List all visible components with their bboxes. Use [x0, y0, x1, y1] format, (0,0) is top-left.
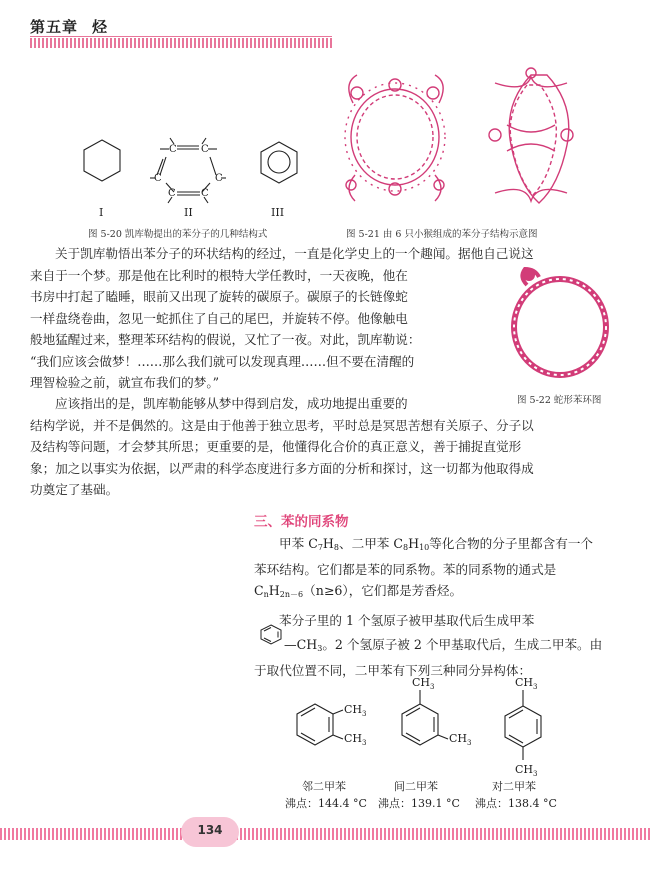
methyl-label: $CH_3$	[515, 763, 538, 778]
figure-5-21-monkey-rings	[335, 65, 630, 215]
methyl-label: $CH_3$	[515, 676, 538, 691]
text-line: 般地猛醒过来，整理苯环结构的假说，又忙了一夜。对此，凯库勒说：	[30, 332, 421, 347]
meta-xylene-ring	[402, 704, 438, 745]
carbon-label: C	[154, 173, 162, 184]
xylene-isomer-structures	[280, 672, 580, 782]
figure-5-22-caption: 图 5-22 蛇形苯环图	[517, 395, 602, 406]
section-title: 三、苯的同系物	[254, 514, 349, 530]
text-line: “我们应该会做梦！……那么我们就可以发现真理……但不要在清醒的	[30, 353, 415, 369]
chapter-number: 第五章	[30, 18, 79, 36]
carbon-label: C	[201, 144, 209, 155]
text-line: 来自于一个梦。那是他在比利时的根特大学任教时，一天夜晚，他在	[30, 267, 408, 283]
para-xylene-name: 对二甲苯	[492, 780, 536, 793]
figure-5-20-caption: 图 5-20 凯库勒提出的苯分子的几种结构式	[88, 229, 268, 240]
structure-label-3: III	[271, 206, 285, 219]
structure-label-2: II	[184, 206, 193, 219]
figure-5-20-structures	[70, 130, 310, 225]
text-line: 及结构等问题，才会梦其所思；更重要的是，他懂得化合价的真正意义，善于捕捉直觉形	[30, 439, 522, 454]
ortho-xylene-name: 邻二甲苯	[302, 780, 346, 793]
header-rule	[30, 38, 332, 48]
ortho-xylene-ring	[297, 704, 333, 745]
carbon-label: C	[201, 188, 209, 199]
text-line: 应该指出的是，凯库勒能够从梦中得到启发，成功地提出重要的	[55, 396, 408, 411]
meta-xylene-name: 间二甲苯	[394, 780, 438, 793]
text-line: 苯环结构。它们都是苯的同系物。苯的同系物的通式是	[254, 561, 557, 577]
figure-5-21-caption: 图 5-21 由 6 只小猴组成的苯分子结构示意图	[346, 229, 538, 240]
text-line: 一样盘绕卷曲，忽见一蛇抓住了自己的尾巴，并旋转不停。他像触电	[30, 310, 408, 326]
ortho-xylene-bp: 沸点：144.4 °C	[285, 797, 367, 810]
header-rule-line	[30, 36, 332, 37]
text-line: 理智检验之前，就宣布我们的梦。”	[30, 375, 220, 390]
toluene-ring-icon	[257, 623, 285, 645]
footer-rule	[0, 828, 650, 840]
paragraph-significance	[30, 393, 630, 501]
text-line: 甲苯 $C_7H_8$、二甲苯 $C_8H_{10}$等化合物的分子里都含有一个	[279, 536, 593, 552]
figure-5-22-snake-ring	[505, 265, 615, 385]
meta-xylene-bp: 沸点：139.1 °C	[378, 797, 460, 810]
chapter-header	[30, 16, 108, 37]
text-line: 于取代位置不同，二甲苯有下列三种同分异构体：	[254, 662, 532, 678]
chapter-title: 烃	[92, 18, 109, 36]
methyl-label: $CH_3$	[344, 732, 367, 747]
text-line: $—CH_3$。2 个氢原子被 2 个甲基取代后，生成二甲苯。由	[284, 637, 603, 653]
methyl-label: $CH_3$	[412, 676, 435, 691]
text-line: 苯分子里的 1 个氢原子被甲基取代后生成甲苯	[279, 612, 535, 628]
carbon-label: C	[169, 144, 177, 155]
methyl-label: $CH_3$	[449, 732, 472, 747]
carbon-label: C	[215, 173, 223, 184]
text-line: $C_nH_{2n-6}(n\ge 6)$，它们都是芳香烃。	[254, 583, 463, 599]
para-xylene-ring	[505, 706, 541, 747]
text-line: 书房中打起了瞌睡，眼前又出现了旋转的碳原子。碳原子的长链像蛇	[30, 289, 408, 304]
paragraph-homologs	[254, 533, 624, 681]
para-xylene-bp: 沸点：138.4 °C	[475, 797, 557, 810]
text-line: 功奠定了基础。	[30, 482, 119, 497]
page-number: 134	[197, 823, 223, 837]
benzene-ring-circle	[261, 142, 297, 183]
carbon-label: C	[168, 188, 176, 199]
cyclohexane-ring	[84, 140, 120, 181]
text-line: 关于凯库勒悟出苯分子的环状结构的经过，一直是化学史上的一个趣闻。据他自己说这	[55, 246, 534, 261]
text-line: 结构学说，并不是偶然的。这是由于他善于独立思考，平时总是冥思苦想有关原子、分子以	[30, 417, 534, 433]
methyl-label: $CH_3$	[344, 703, 367, 718]
structure-label-1: I	[99, 206, 104, 219]
text-line: 象；加之以事实为依据，以严肃的科学态度进行多方面的分析和探讨，这一切都为他取得成	[30, 460, 534, 476]
